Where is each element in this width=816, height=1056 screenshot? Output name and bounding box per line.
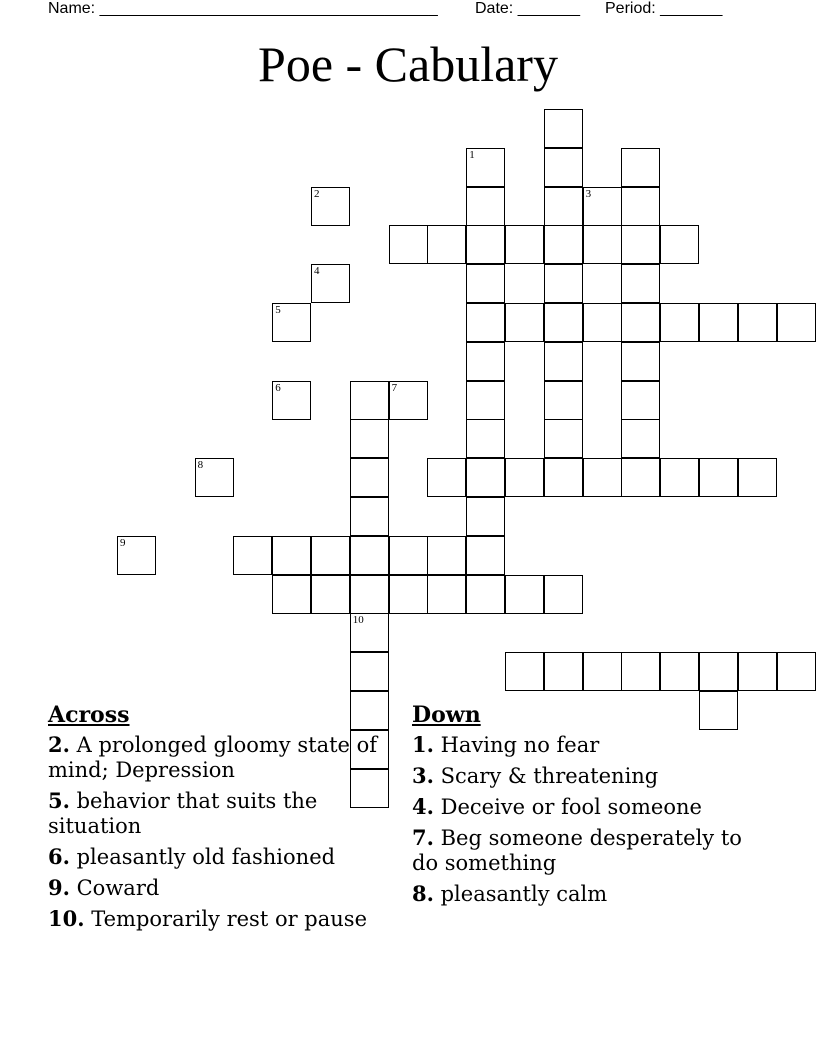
clue-text: pleasantly calm: [433, 882, 608, 906]
grid-cell[interactable]: [544, 187, 583, 226]
grid-cell[interactable]: [466, 381, 505, 420]
clue-text: A prolonged gloomy state of mind; Depression: [48, 733, 378, 782]
grid-cell[interactable]: [427, 225, 466, 264]
down-clue: [412, 794, 742, 820]
grid-cell[interactable]: [738, 652, 777, 691]
grid-cell[interactable]: [621, 225, 660, 264]
down-clue: [412, 825, 742, 876]
grid-cell[interactable]: [699, 458, 738, 497]
grid-cell[interactable]: [660, 652, 699, 691]
grid-cell[interactable]: [350, 419, 389, 458]
grid-cell[interactable]: [621, 652, 660, 691]
grid-cell[interactable]: [544, 148, 583, 187]
across-clue: [48, 788, 393, 839]
grid-cell[interactable]: [621, 419, 660, 458]
down-clue-list: [412, 732, 742, 907]
grid-cell[interactable]: [583, 458, 622, 497]
clue-text: behavior that suits the situation: [48, 789, 318, 838]
grid-cell[interactable]: [544, 225, 583, 264]
grid-cell[interactable]: [544, 342, 583, 381]
name-field-label: Name: ______________________________________: [48, 0, 438, 17]
clue-number: 4.: [412, 794, 434, 819]
grid-cell[interactable]: [505, 303, 544, 342]
down-heading: Down: [412, 702, 481, 728]
grid-cell[interactable]: [350, 652, 389, 691]
grid-cell[interactable]: [544, 652, 583, 691]
clue-text: Having no fear: [433, 733, 600, 757]
grid-cell[interactable]: [583, 303, 622, 342]
grid-cell[interactable]: [621, 303, 660, 342]
cell-number: 6: [275, 381, 281, 394]
grid-cell[interactable]: [544, 303, 583, 342]
grid-cell[interactable]: [311, 575, 350, 614]
cell-number: 9: [120, 536, 126, 549]
grid-cell[interactable]: [699, 652, 738, 691]
numbered-grid-cell[interactable]: [583, 187, 622, 226]
grid-cell[interactable]: [466, 497, 505, 536]
grid-cell[interactable]: [621, 264, 660, 303]
down-clues: [412, 700, 742, 912]
down-clue: [412, 881, 742, 907]
grid-cell[interactable]: [583, 225, 622, 264]
clue-text: Deceive or fool someone: [433, 795, 702, 819]
grid-cell[interactable]: [233, 536, 272, 575]
grid-cell[interactable]: [389, 536, 428, 575]
across-clues: [48, 700, 393, 937]
period-field-label: Period: _______: [605, 0, 723, 17]
clue-text: Scary & threatening: [433, 764, 659, 788]
clue-text: Beg someone desperately to do something: [412, 826, 742, 875]
grid-cell[interactable]: [350, 575, 389, 614]
grid-cell[interactable]: [350, 536, 389, 575]
clue-text: pleasantly old fashioned: [69, 845, 336, 869]
clue-number: 8.: [412, 881, 434, 906]
clue-number: 1.: [412, 732, 434, 757]
grid-cell[interactable]: [466, 187, 505, 226]
cell-number: 10: [352, 614, 364, 627]
grid-cell[interactable]: [427, 575, 466, 614]
clue-number: 2.: [48, 732, 70, 757]
across-clue: [48, 906, 393, 932]
grid-cell[interactable]: [466, 458, 505, 497]
cell-number: 3: [585, 187, 592, 200]
numbered-grid-cell[interactable]: [311, 187, 350, 226]
grid-cell[interactable]: [466, 419, 505, 458]
grid-cell[interactable]: [389, 575, 428, 614]
grid-cell[interactable]: [466, 225, 505, 264]
numbered-grid-cell[interactable]: [117, 536, 156, 575]
grid-cell[interactable]: [621, 148, 660, 187]
numbered-grid-cell[interactable]: [272, 303, 311, 342]
cell-number: 4: [314, 265, 320, 278]
across-clue-list: [48, 732, 393, 932]
grid-cell[interactable]: [311, 536, 350, 575]
numbered-grid-cell[interactable]: [311, 264, 350, 303]
grid-cell[interactable]: [660, 458, 699, 497]
grid-cell[interactable]: [466, 264, 505, 303]
clue-number: 5.: [48, 788, 70, 813]
numbered-grid-cell[interactable]: [350, 613, 389, 652]
numbered-grid-cell[interactable]: [272, 381, 311, 420]
grid-cell[interactable]: [505, 458, 544, 497]
grid-cell[interactable]: [505, 575, 544, 614]
numbered-grid-cell[interactable]: [466, 148, 505, 187]
across-clue: [48, 844, 393, 870]
grid-cell[interactable]: [350, 381, 389, 420]
across-clue: [48, 875, 393, 901]
clue-number: 10.: [48, 906, 85, 931]
grid-cell[interactable]: [427, 536, 466, 575]
grid-cell[interactable]: [660, 225, 699, 264]
down-clue: [412, 763, 742, 789]
grid-cell[interactable]: [738, 303, 777, 342]
grid-cell[interactable]: [505, 225, 544, 264]
grid-cell[interactable]: [350, 458, 389, 497]
grid-cell[interactable]: [544, 458, 583, 497]
grid-cell[interactable]: [621, 342, 660, 381]
grid-cell[interactable]: [389, 225, 428, 264]
grid-cell[interactable]: [699, 303, 738, 342]
cell-number: 2: [314, 187, 320, 200]
clue-text: Coward: [69, 876, 160, 900]
grid-cell[interactable]: [544, 419, 583, 458]
date-field-label: Date: _______: [475, 0, 580, 17]
clue-number: 3.: [412, 763, 434, 788]
cell-number: 7: [391, 381, 398, 394]
across-heading: Across: [48, 702, 130, 728]
grid-cell[interactable]: [272, 536, 311, 575]
grid-cell[interactable]: [427, 458, 466, 497]
across-clue: [48, 732, 393, 783]
numbered-grid-cell[interactable]: [389, 381, 428, 420]
grid-cell[interactable]: [466, 342, 505, 381]
numbered-grid-cell[interactable]: [195, 458, 234, 497]
grid-cell[interactable]: [350, 497, 389, 536]
grid-cell[interactable]: [660, 303, 699, 342]
clue-text: Temporarily rest or pause: [84, 907, 368, 931]
grid-cell[interactable]: [621, 458, 660, 497]
clue-number: 9.: [48, 875, 70, 900]
grid-cell[interactable]: [738, 458, 777, 497]
clue-number: 7.: [412, 825, 434, 850]
grid-cell[interactable]: [466, 303, 505, 342]
cell-number: 8: [197, 459, 204, 472]
grid-cell[interactable]: [621, 187, 660, 226]
grid-cell[interactable]: [272, 575, 311, 614]
grid-cell[interactable]: [621, 381, 660, 420]
grid-cell[interactable]: [466, 575, 505, 614]
grid-cell[interactable]: [544, 381, 583, 420]
grid-cell[interactable]: [777, 652, 816, 691]
down-clue: [412, 732, 742, 758]
grid-cell[interactable]: [777, 303, 816, 342]
clue-number: 6.: [48, 844, 70, 869]
grid-cell[interactable]: [505, 652, 544, 691]
grid-cell[interactable]: [466, 536, 505, 575]
cell-number: 1: [469, 148, 475, 161]
page-title: Poe - Cabulary: [258, 36, 558, 92]
grid-cell[interactable]: [544, 575, 583, 614]
cell-number: 5: [275, 304, 281, 316]
grid-cell[interactable]: [544, 264, 583, 303]
grid-cell[interactable]: [544, 109, 583, 148]
grid-cell[interactable]: [583, 652, 622, 691]
